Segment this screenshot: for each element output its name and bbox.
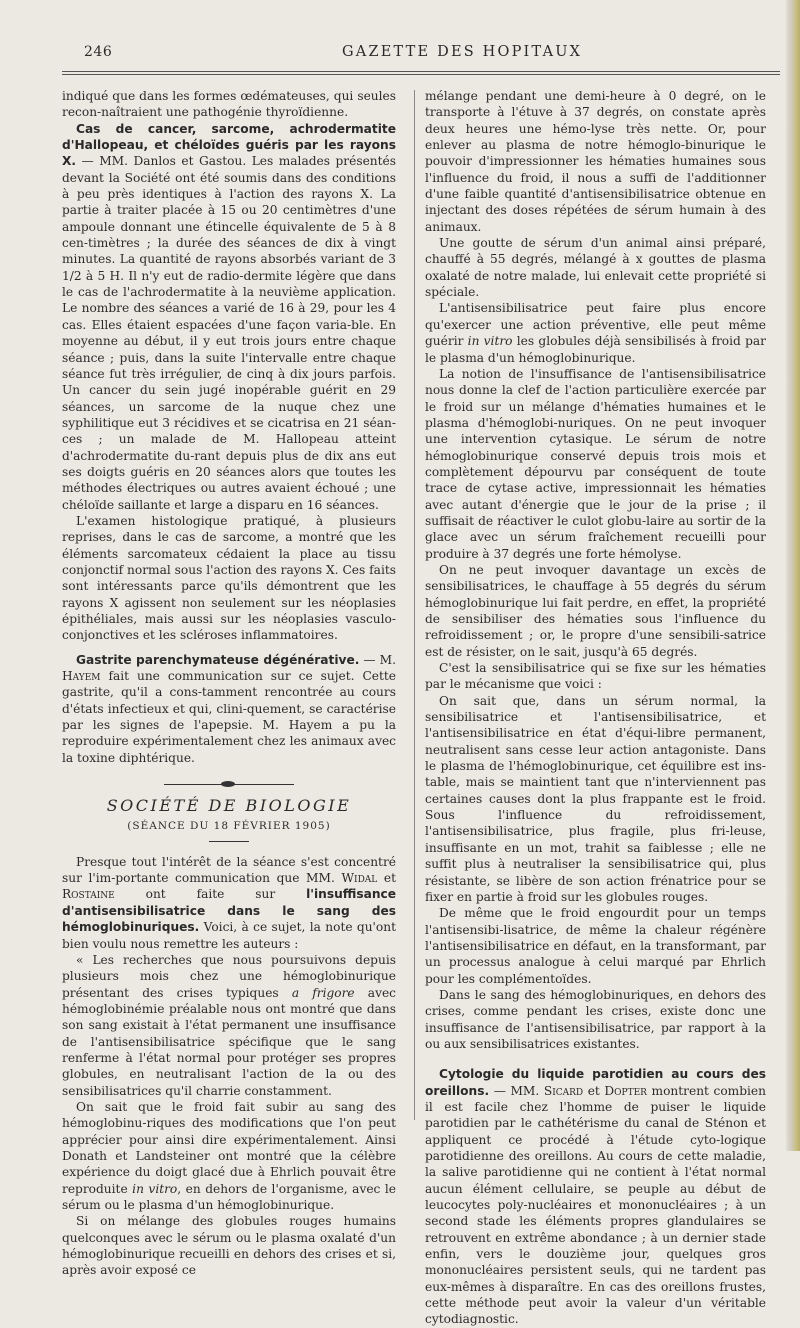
paragraph bbox=[425, 300, 766, 365]
article-heading: Cas de cancer, sarcome, achrodermatite d'Hallopeau, et chéloïdes guéris par les rayons X. bbox=[62, 121, 396, 169]
text-run: les globules déjà sensibilisés à froid par le plasma d'un hémoglobinurique. bbox=[425, 334, 766, 365]
article-authors: — MM. Danlos et Gastou. bbox=[76, 154, 247, 169]
page-edge-shadow bbox=[786, 0, 800, 1151]
author-name: Rostaine bbox=[62, 887, 115, 902]
text-run: avec hémoglobinémie préalable nous ont montré que dans son sang existait à l'état permanent une insuffisance de l'antisensibilisatrice spécifique que le sang renferme à l'état normal pour protéger ses propres globules, en neutralisant l'action de la ou des sensibilisatrices qu'il charrie constamment. bbox=[62, 985, 396, 1098]
column-divider bbox=[414, 90, 415, 1120]
article-heading: Gastrite parenchymateuse dégénérative. bbox=[76, 652, 360, 667]
text-run: , en dehors de l'organisme, avec le sérum ou le plasma d'un hémoglobinurique. bbox=[62, 1181, 396, 1212]
article-body: montrent combien il est facile chez l'homme de puiser le liquide parotidien par le cathétérisme du canal de Sténon et appliquent ce procédé à l'étude cyto-logique parotidienne des oreillons. Au cours de cette maladie, la salive parotidienne qui ne contient à l'état normal aucun élément cellulaire, se peuple au début de leucocytes poly-nucléaires et mononucléaires ; à un second stade les éléments propres glandulaires se retrouvent en extrême abondance ; à un dernier stade enfin, vers le douzième jour, quelques gros mononucléaires persistent seuls, qui ne tardent pas eux-mêmes à disparaître. En cas des oreillons frustes, cette méthode peut avoir la valeur d'un véritable cytodiagnostic. bbox=[425, 1083, 766, 1327]
paragraph: On sait que, dans un sérum normal, la sensibilisatrice et l'antisensibilisatrice, et l'antisensibilisatrice en état d'équi-libre permanent, neutralisent sans cesse leur action antagoniste. Dans le plasma de l'hémoglobinurique, cet équilibre est ins-table, mais se maintient tant que n'interviennent pas certaines causes dont la plus frappante est le froid. Sous l'influence du refroidissement, l'antisensibilisatrice, plus fragile, plus fri-leuse, insuffisante en un mot, trahit sa faiblesse ; elle ne suffit plus à neutraliser la sensibilisatrice qui, plus résistante, se libère de son action frénatrice pour se fixer en partie à froid sur les globules rouges. bbox=[425, 693, 766, 904]
paragraph: mélange pendant une demi-heure à 0 degré, on le transporte à l'étuve à 37 degrés, on constate après deux heures une hémo-lyse très nette. Or, pour enlever au plasma de notre hémoglo-binurique le pouvoir d'impressionner les hématies humaines sous l'influence du froid, il nous a suffi de l'additionner d'une faible quantité d'antisensibilisatrice obtenue en injectant des doses répétées de sérum humain à des animaux. bbox=[425, 89, 766, 234]
paragraph: On ne peut invoquer davantage un excès de sensibilisatrices, le chauffage à 55 degrés du sérum hémoglobinurique lui fait perdre, en effet, la propriété de sensibiliser des hématies sous l'influence du refroidissement ; or, le propre d'une sensibili-satrice est de résister, on le sait, jusqu'à 65 degrés. bbox=[425, 562, 766, 659]
header-rule-top bbox=[62, 71, 780, 72]
text-run: On sait que le froid fait subir au sang des hémoglobinu-riques des modifications que l'on peut apprécier pour ainsi dire expérimentalement. Ainsi Donath et Landsteiner ont montré que la célèbre expérience du doigt glacé due à Ehrlich pouvait être reproduite bbox=[62, 1099, 396, 1196]
text-run: — M. bbox=[359, 652, 396, 667]
left-column bbox=[62, 88, 396, 1279]
page-number: 246 bbox=[84, 44, 113, 60]
paragraph-gastrite bbox=[62, 652, 396, 766]
text-run: Voici, à ce sujet, la note qu'ont bien voulu nous remettre les auteurs : bbox=[62, 920, 396, 951]
short-rule bbox=[209, 841, 249, 842]
paragraph: La notion de l'insuffisance de l'antisensibilisatrice nous donne la clef de l'action particulière exercée par le froid sur un mélange d'hématies humaines et le plasma d'hémoglobi-nuriques. On ne peut invoquer une intervention cytasique. Le sérum de notre hémoglobinurique conservé depuis trois mois et complètement dépourvu par conséquent de toute trace de cytase active, impressionnait les hématies avec autant d'énergie que le jour de la prise ; il suffisait de réactiver le culot globu-laire au sortir de la glace avec un sérum fraîchement recueilli pour produire à 37 degrés une forte hémolyse. bbox=[425, 366, 766, 561]
text-run: Presque tout l'intérêt de la séance s'est concentré sur l'im-portante communication que MM. bbox=[62, 854, 396, 886]
article-body: Les malades présentés devant la Société ont été soumis dans des conditions à peu près identiques à l'action des rayons X. La partie à traiter placée à 15 ou 20 centimètres d'une ampoule donnant une étincelle équivalente de 5 à 8 cen-timètres ; la durée des séances de dix à vingt minutes. La quantité de rayons absorbés variant de 3 1/2 à 5 H. Il n'y eut de radio-dermite légère que dans le cas de l'achrodermatite à la neuvième application. Le nombre des séances a varié de 16 à 29, pour les 4 cas. Elles étaient espacées d'une façon varia-ble. En moyenne au début, il y eut trois jours entre chaque séance ; puis, dans la suite l'intervalle entre chaque séance fut très irrégulier, de cinq à dix jours parfois. Un cancer du sein jugé inopérable guérit en 29 séances, un sarcome de la nuque chez une syphilitique eut 3 récidives et se cicatrisa en 21 séan-ces ; un malade de M. Hallopeau atteint d'achrodermatite du-rant depuis plus de dix ans eut ses doigts guéris en 20 séances alors que toutes les méthodes électriques ou autres avaient échoué ; une chéloïde saillante et large a disparu en 16 séances. bbox=[62, 154, 397, 512]
right-column bbox=[425, 88, 766, 1328]
page-header bbox=[62, 44, 780, 66]
section-title: SOCIÉTÉ DE BIOLOGIE bbox=[106, 796, 352, 816]
article-heading: Cytologie du liquide parotidien au cours des oreillons. bbox=[425, 1067, 766, 1098]
paragraph: Si on mélange des globules rouges humains quelconques avec le sérum ou le plasma oxalaté d'un hémoglobinurique recueilli en dehors des crises et si, après avoir exposé ce bbox=[62, 1214, 396, 1278]
header-rule-bottom bbox=[62, 74, 780, 75]
paragraph-cas bbox=[62, 121, 396, 513]
paragraph: L'examen histologique pratiqué, à plusieurs reprises, dans le cas de sarcome, a montré que les éléments sarcomateux cédaient la place au tissu conjonctif normal sous l'action des rayons X. Ces faits sont intéressants parce qu'ils démontrent que les rayons X agissent non seulement sur les néoplasies épithéliales, mais aussi sur les néoplasies vasculo-conjonctives et les scléroses inflammatoires. bbox=[62, 513, 396, 643]
journal-title: GAZETTE DES HOPITAUX bbox=[342, 44, 583, 60]
author-name: Sicard bbox=[543, 1083, 584, 1098]
paragraph: Dans le sang des hémoglobinuriques, en dehors des crises, comme pendant les crises, existe donc une insuffisance de l'antisensibilisatrice, par rapport à la ou aux sensibilisatrices existantes. bbox=[425, 987, 766, 1051]
italic-term: a frigore bbox=[291, 985, 355, 1000]
paragraph: De même que le froid engourdit pour un temps l'antisensibi-lisatrice, de même la chaleur régénère l'antisensibilisatrice en défaut, en la transformant, par un processus analogue à celui marqué par Ehrlich pour les complémentoïdes. bbox=[425, 906, 766, 986]
section-ornament bbox=[164, 780, 294, 790]
article-body: fait une communication sur ce sujet. Cette gastrite, qu'il a cons-tamment rencontrée au cours d'états infectieux et qui, clini-quement, se caractérise par les signes de l'apepsie. M. Hayem a pu la reproduire expérimentalement chez les animaux avec la toxine diphtérique. bbox=[62, 669, 396, 765]
author-name: Dopter bbox=[604, 1083, 647, 1098]
section-subtitle: (SÉANCE DU 18 FÉVRIER 1905) bbox=[127, 820, 331, 833]
paragraph: Une goutte de sérum d'un animal ainsi préparé, chauffé à 55 degrés, mélangé à x gouttes de plasma oxalaté de notre malade, lui enlevait cette propriété si spéciale. bbox=[425, 236, 766, 300]
paragraph-recherches bbox=[62, 952, 396, 1099]
text-run: — MM. bbox=[489, 1083, 544, 1098]
paragraph: C'est la sensibilisatrice qui se fixe sur les hématies par le mécanisme que voici : bbox=[425, 661, 766, 692]
author-name: Widal bbox=[341, 871, 378, 886]
text-run: « Les recherches que nous poursuivons depuis plusieurs mois chez une hémoglobinurique présentant des crises typiques bbox=[62, 952, 396, 1000]
paragraph-cytologie bbox=[425, 1066, 766, 1328]
paragraph-presque bbox=[62, 854, 396, 952]
author-name: Hayem bbox=[62, 669, 101, 684]
text-run: L'antisensibilisatrice peut faire plus encore qu'exercer une action préventive, elle peut même guérir bbox=[425, 301, 766, 349]
paragraph: indiqué que dans les formes œdémateuses, qui seules recon-naîtraient une pathogénie thyroïdienne. bbox=[62, 89, 396, 120]
article-heading: l'insuffisance d'antisensibilisatrice dans le sang des hémoglobinuriques. bbox=[62, 887, 396, 935]
italic-term: in vitro bbox=[132, 1181, 178, 1196]
paragraph-on-sait bbox=[62, 1099, 396, 1213]
text-run: et bbox=[583, 1083, 605, 1098]
italic-term: in vitro bbox=[467, 334, 513, 349]
text-run: ont faite sur bbox=[114, 887, 307, 902]
text-run: et bbox=[377, 871, 396, 886]
